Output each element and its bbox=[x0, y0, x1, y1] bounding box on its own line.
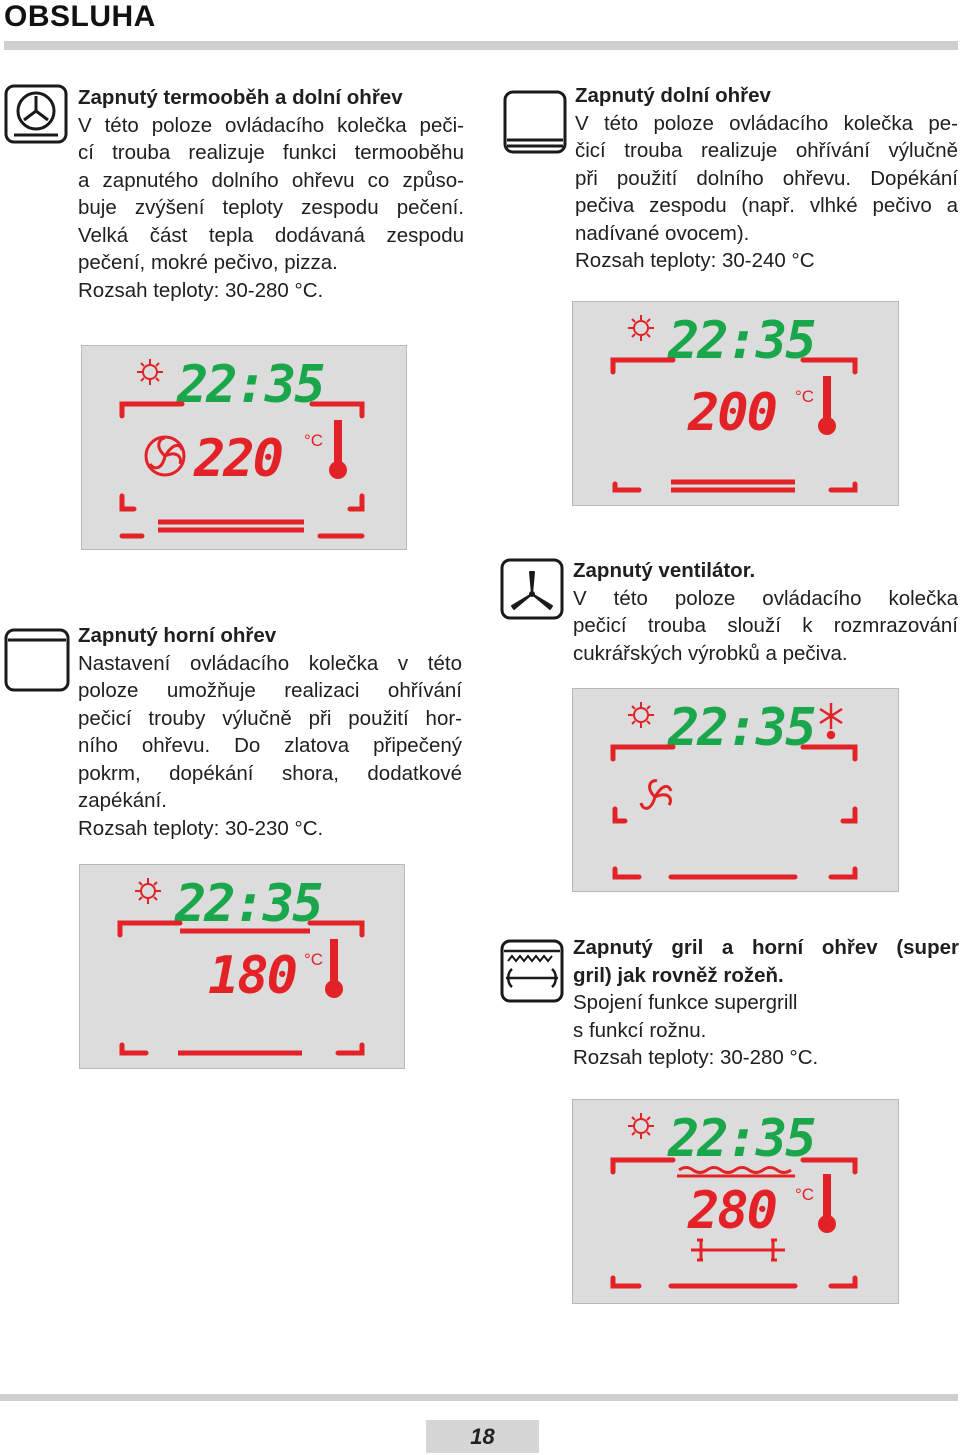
display-panel-super-grill bbox=[572, 1099, 899, 1304]
text-line: při použití dolního ohřevu. Dopékání bbox=[575, 166, 958, 190]
display-panel-fan bbox=[572, 688, 899, 892]
text-line: pečení, mokré pečivo, pizza. bbox=[78, 251, 338, 274]
page-title: OBSLUHA bbox=[4, 0, 156, 33]
text-line: pečiva zespodu (např. vlhké pečivo a bbox=[575, 194, 958, 217]
display-panel-convection-bottom bbox=[81, 345, 407, 550]
text-line: čicí trouba realizuje ohřívání výlučně bbox=[575, 139, 958, 162]
section-top-heat-text bbox=[78, 622, 462, 842]
temperature-value: 200 bbox=[688, 383, 776, 443]
header-rule bbox=[4, 41, 958, 50]
section-bottom-heat-text bbox=[575, 82, 958, 275]
text-line: poloze umožňuje realizaci ohřívání bbox=[78, 679, 462, 702]
oven-floor bbox=[613, 1278, 855, 1286]
text-line: cukrářských výrobků a pečiva. bbox=[573, 641, 848, 665]
fan-icon bbox=[641, 781, 671, 809]
grill-spit-icon bbox=[500, 939, 564, 1003]
thermometer-icon bbox=[818, 1174, 836, 1233]
text-line: V této poloze ovládacího kolečka bbox=[573, 586, 958, 610]
snowflake-icon bbox=[820, 703, 842, 738]
text-line: buje zvýšení teploty zespodu pečení. bbox=[78, 196, 464, 219]
section-convection-bottom-text bbox=[78, 84, 464, 304]
text-line: Spojení funkce supergrill bbox=[573, 991, 798, 1014]
text-line: Rozsah teploty: 30-230 °C. bbox=[78, 816, 324, 840]
clock-time: 22:35 bbox=[668, 1109, 815, 1169]
footer-rule bbox=[0, 1394, 958, 1401]
temperature-value: 280 bbox=[688, 1181, 776, 1241]
text-line: nadívané ovocem). bbox=[575, 221, 750, 245]
text-line: pečicí trouby výlučně při použití hor- bbox=[78, 706, 462, 730]
section-title: Zapnutý horní ohřev bbox=[78, 624, 277, 647]
text-line: zapékání. bbox=[78, 789, 167, 812]
text-line: a zapnutého dolního ohřevu co způso- bbox=[78, 168, 464, 192]
section-title: Zapnutý termooběh a dolní ohřev bbox=[78, 86, 403, 109]
text-line: Velká část tepla dodávaná zespodu bbox=[78, 223, 464, 247]
sun-icon bbox=[137, 359, 163, 385]
clock-time: 22:35 bbox=[175, 874, 322, 934]
temperature-unit: °C bbox=[795, 387, 815, 406]
clock-time: 22:35 bbox=[177, 355, 324, 415]
text-line: Nastavení ovládacího kolečka v této bbox=[78, 651, 462, 675]
temperature-unit: °C bbox=[795, 1185, 815, 1204]
text-line: Rozsah teploty: 30-280 °C. bbox=[78, 278, 324, 302]
page-number-box bbox=[426, 1420, 539, 1453]
display-panel-bottom-heat bbox=[572, 301, 899, 506]
section-super-grill-text bbox=[573, 934, 959, 1072]
page-number: 18 bbox=[470, 1423, 495, 1449]
sun-icon bbox=[135, 878, 161, 904]
section-title: Zapnutý gril a horní ohřev (super bbox=[573, 936, 959, 959]
rotisserie-spit-icon bbox=[691, 1240, 785, 1260]
temperature-value: 220 bbox=[194, 429, 282, 489]
fan-bottom-heat-icon bbox=[4, 84, 68, 144]
section-title: gril) jak rovněž rožeň. bbox=[573, 963, 784, 987]
temperature-value: 180 bbox=[208, 946, 296, 1006]
text-line: Rozsah teploty: 30-280 °C. bbox=[573, 1046, 819, 1069]
text-line: ního ohřevu. Do zlatova připečený bbox=[78, 734, 462, 757]
bottom-heat-icon bbox=[503, 90, 567, 154]
text-line: V této poloze ovládacího kolečka peči- bbox=[78, 113, 464, 137]
thermometer-icon bbox=[818, 376, 836, 435]
oven-mid-frame bbox=[615, 809, 855, 821]
thermometer-icon bbox=[325, 939, 343, 998]
sun-icon bbox=[628, 702, 654, 728]
section-fan-text bbox=[573, 557, 958, 667]
top-heat-icon bbox=[4, 628, 70, 692]
fan-icon bbox=[500, 558, 564, 620]
section-title: Zapnutý dolní ohřev bbox=[575, 84, 771, 107]
text-line: pečicí trouba slouží k rozmrazování bbox=[573, 614, 958, 637]
temperature-unit: °C bbox=[304, 431, 324, 450]
text-line: cí trouba realizuje funkci termooběhu bbox=[78, 141, 464, 164]
sun-icon bbox=[628, 1113, 654, 1139]
sun-icon bbox=[628, 315, 654, 341]
fan-icon bbox=[146, 437, 184, 475]
text-line: pokrm, dopékání shora, dodatkové bbox=[78, 761, 462, 785]
clock-time: 22:35 bbox=[668, 698, 815, 758]
text-line: s funkcí rožnu. bbox=[573, 1018, 707, 1042]
oven-bottom-frame bbox=[122, 496, 362, 509]
text-line: Rozsah teploty: 30-240 °C bbox=[575, 249, 815, 272]
thermometer-icon bbox=[329, 420, 347, 479]
clock-time: 22:35 bbox=[668, 311, 815, 371]
temperature-unit: °C bbox=[304, 950, 324, 969]
text-line: V této poloze ovládacího kolečka pe- bbox=[575, 111, 958, 135]
oven-floor bbox=[615, 869, 855, 877]
display-panel-top-heat bbox=[79, 864, 405, 1069]
section-title: Zapnutý ventilátor. bbox=[573, 559, 756, 582]
